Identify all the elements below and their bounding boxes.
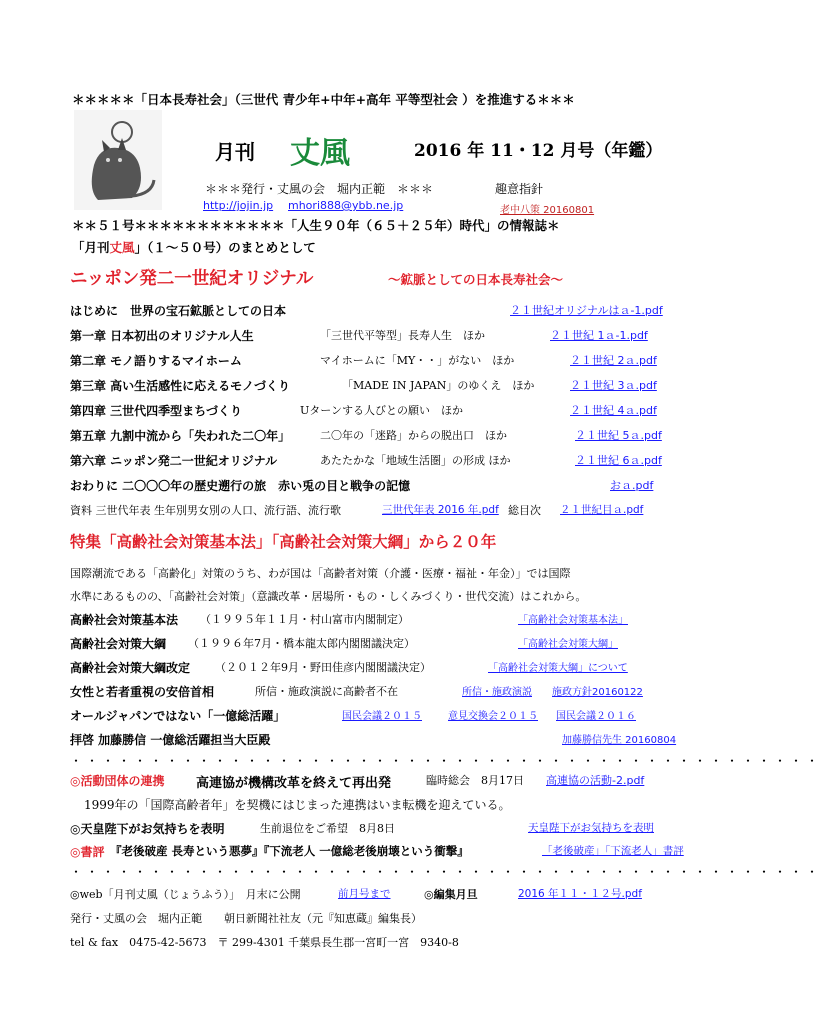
- activity-row: [70, 772, 660, 790]
- materials-link[interactable]: 三世代年表 2016 年.pdf: [382, 504, 499, 516]
- chapter-label: 第五章 九割中流から「失われた二〇年」: [70, 429, 291, 443]
- special-paragraph-2: 水準にあるものの、「高齢社会対策」（意識改革・居場所・もの・しくみづくり・世代交流）はこれから。: [70, 590, 587, 603]
- dotted-divider: ・・・・・・・・・・・・・・・・・・・・・・・・・・・・・・・・・・・・・・・・・・・・・・・: [70, 754, 822, 768]
- chapter-label: 第三章 高い生活感性に応えるモノづくり: [70, 379, 291, 393]
- activity-body: 1999年の「国際高齢者年」を契機にはじまった連携はいま転機を迎えている。: [84, 798, 511, 812]
- special-row: [70, 635, 660, 653]
- web-label: ◎web「月刊丈風（じょうふう）」 月末に公開: [70, 888, 301, 901]
- materials-label: 資料 三世代年表 生年別男女別の人口、流行語、流行歌: [70, 504, 341, 517]
- footer-contact: tel & fax 0475-42-5673 〒 299-4301 千葉県長生郡一宮町一宮 9340-8: [70, 936, 459, 949]
- activity-meta: 生前退位をご希望 8月8日: [260, 822, 395, 835]
- special-link[interactable]: 「高齢社会対策基本法」: [518, 615, 628, 626]
- editor-label: ◎編集月旦: [424, 888, 478, 901]
- chapter-link[interactable]: ２１世紀 5ａ.pdf: [575, 429, 662, 442]
- special-paragraph-1: 国際潮流である「高齢化」対策のうち、わが国は「高齢者対策（介護・医療・福祉・年金）」では国際: [70, 567, 571, 580]
- special-note: （２０１２年9月・野田佳彦内閣閣議決定）: [215, 661, 431, 674]
- activity-row: [70, 843, 684, 861]
- issue-pdf-link[interactable]: 2016 年１１・１２号.pdf: [518, 888, 642, 900]
- activity-tag: ◎活動団体の連携: [70, 774, 165, 788]
- special-note: 所信・施政演説に高齢者不在: [255, 685, 398, 698]
- footer-web-row: [70, 886, 660, 904]
- review-tag: ◎書評: [70, 845, 105, 859]
- special-link[interactable]: 意見交換会２０１５: [448, 711, 538, 722]
- footer-publisher: 発行・丈風の会 堀内正範 朝日新聞社社友（元『知恵蔵』編集長）: [70, 912, 422, 925]
- activity-link[interactable]: 高連協の活動-2.pdf: [546, 774, 645, 787]
- chapter-label: 第二章 モノ語りするマイホーム: [70, 354, 242, 368]
- special-link[interactable]: 国民会議２０１６: [556, 711, 636, 722]
- chapter-label: おわりに 二〇〇〇年の歴史遡行の旅 赤い兎の目と戦争の記憶: [70, 479, 411, 493]
- special-title: 特集「高齢社会対策基本法」「高齢社会対策大綱」から２０年: [70, 532, 497, 551]
- special-link[interactable]: 国民会議２０１５: [342, 711, 422, 722]
- policy-link[interactable]: 老中八策 20160801: [500, 205, 595, 216]
- intro-pre: 「月刊: [72, 240, 110, 255]
- feature-title: ニッポン発二一世紀オリジナル: [70, 269, 314, 289]
- special-row: [70, 707, 660, 725]
- special-link[interactable]: 「高齢社会対策大綱」について: [488, 663, 628, 674]
- feature-subtitle: ～鉱脈としての日本長寿社会～: [388, 272, 564, 287]
- chapter-row: [70, 427, 660, 445]
- header-banner: ＊＊＊＊＊「日本長寿社会」（三世代 青少年+中年+高年 平等型社会 ）を推進する＊＊＊: [72, 92, 575, 107]
- email-link[interactable]: mhori888@ybb.ne.jp: [288, 199, 404, 212]
- chapter-row: [70, 402, 660, 420]
- special-link[interactable]: 施政方針20160122: [552, 687, 643, 698]
- chapter-link[interactable]: おａ.pdf: [610, 479, 654, 492]
- chapter-note: 「MADE IN JAPAN」のゆくえ ほか: [342, 379, 535, 392]
- motto-label: 趣意指針: [495, 182, 544, 196]
- chapter-label: 第四章 三世代四季型まちづくり: [70, 404, 243, 418]
- special-link[interactable]: 所信・施政演説: [462, 687, 532, 698]
- issue-label: 2016 年 11・12 月号（年鑑）: [414, 141, 663, 161]
- intro-post: 」（１～５０号）のまとめとして: [134, 240, 316, 255]
- masthead-title: 丈風: [290, 136, 350, 171]
- special-note: （１９９５年１１月・村山富市内閣制定）: [200, 613, 409, 626]
- special-row: [70, 683, 660, 701]
- review-title: 『老後破産 長寿という悪夢』『下流老人 一億総老後崩壊という衝撃』: [110, 844, 469, 858]
- special-row: [70, 731, 677, 749]
- intro-line-2: [72, 238, 316, 256]
- special-row: [70, 659, 660, 677]
- dotted-divider: ・・・・・・・・・・・・・・・・・・・・・・・・・・・・・・・・・・・・・・・・・・・・・・・: [70, 865, 822, 879]
- special-link[interactable]: 「高齢社会対策大綱」: [518, 639, 618, 650]
- chapter-link[interactable]: ２１世紀 2ａ.pdf: [570, 354, 657, 367]
- special-label: 高齢社会対策大綱: [70, 637, 167, 651]
- special-link[interactable]: 加藤勝信先生 20160804: [562, 735, 677, 746]
- chapter-link[interactable]: ２１世紀 6ａ.pdf: [575, 454, 662, 467]
- intro-title: 丈風: [109, 240, 135, 255]
- special-row: [70, 611, 660, 629]
- activity-title: ◎天皇陛下がお気持ちを表明: [70, 822, 225, 836]
- review-link[interactable]: 「老後破産」「下流老人」書評: [542, 845, 684, 857]
- chapter-row: [70, 327, 660, 345]
- chapter-note: あたたかな「地域生活圏」の形成 ほか: [320, 454, 511, 467]
- publisher-line: ＊＊＊発行・丈風の会 堀内正範 ＊＊＊: [205, 182, 434, 196]
- chapter-link[interactable]: ２１世紀 1ａ-1.pdf: [550, 329, 648, 342]
- activity-row: [70, 820, 660, 838]
- chapter-link[interactable]: ２１世紀 3ａ.pdf: [570, 379, 657, 392]
- special-label: 拝啓 加藤勝信 一億総活躍担当大臣殿: [70, 733, 271, 747]
- special-label: 女性と若者重視の安倍首相: [70, 685, 215, 699]
- special-note: （１９９６年7月・橋本龍太郎内閣閣議決定）: [188, 637, 415, 650]
- activity-title: 高連協が機構改革を終えて再出発: [196, 776, 392, 791]
- intro-line-1: ＊＊５１号＊＊＊＊＊＊＊＊＊＊＊＊「人生９０年（６５＋２５年）時代」の情報誌＊: [72, 218, 560, 233]
- chapter-label: 第六章 ニッポン発二一世紀オリジナル: [70, 454, 278, 468]
- chapter-label: はじめに 世界の宝石鉱脈としての日本: [70, 304, 287, 318]
- activity-link[interactable]: 天皇陛下がお気持ちを表明: [528, 822, 654, 834]
- prev-issues-link[interactable]: 前月号まで: [338, 888, 391, 900]
- chapter-label: 第一章 日本初出のオリジナル人生: [70, 329, 254, 343]
- special-label: 高齢社会対策基本法: [70, 613, 179, 627]
- materials-row: [70, 502, 660, 520]
- chapter-link[interactable]: ２１世紀 4ａ.pdf: [570, 404, 657, 417]
- activity-meta: 臨時総会 8月17日: [426, 774, 524, 787]
- chapter-note: マイホームに「MY・・」がない ほか: [320, 354, 515, 367]
- chapter-row: [70, 452, 660, 470]
- chapter-row: [70, 302, 663, 320]
- chapter-row: [70, 352, 660, 370]
- chapter-note: 二〇年の「迷路」からの脱出口 ほか: [320, 429, 507, 442]
- special-label: オールジャパンではない「一億総活躍」: [70, 709, 286, 723]
- special-label: 高齢社会対策大綱改定: [70, 661, 191, 675]
- chapter-note: Uターンする人びとの願い ほか: [300, 404, 464, 417]
- chapter-row: [70, 477, 660, 495]
- chapter-link[interactable]: ２１世紀オリジナルはａ-1.pdf: [510, 304, 663, 317]
- website-link[interactable]: http://jojin.jp: [203, 199, 274, 212]
- total-contents-link[interactable]: ２１世紀目ａ.pdf: [560, 504, 644, 516]
- title-prefix: 月刊: [215, 140, 255, 164]
- chapter-note: 「三世代平等型」長寿人生 ほか: [320, 329, 485, 342]
- total-contents-label: 総目次: [508, 504, 541, 517]
- chapter-row: [70, 377, 660, 395]
- cat-illustration: [74, 110, 162, 210]
